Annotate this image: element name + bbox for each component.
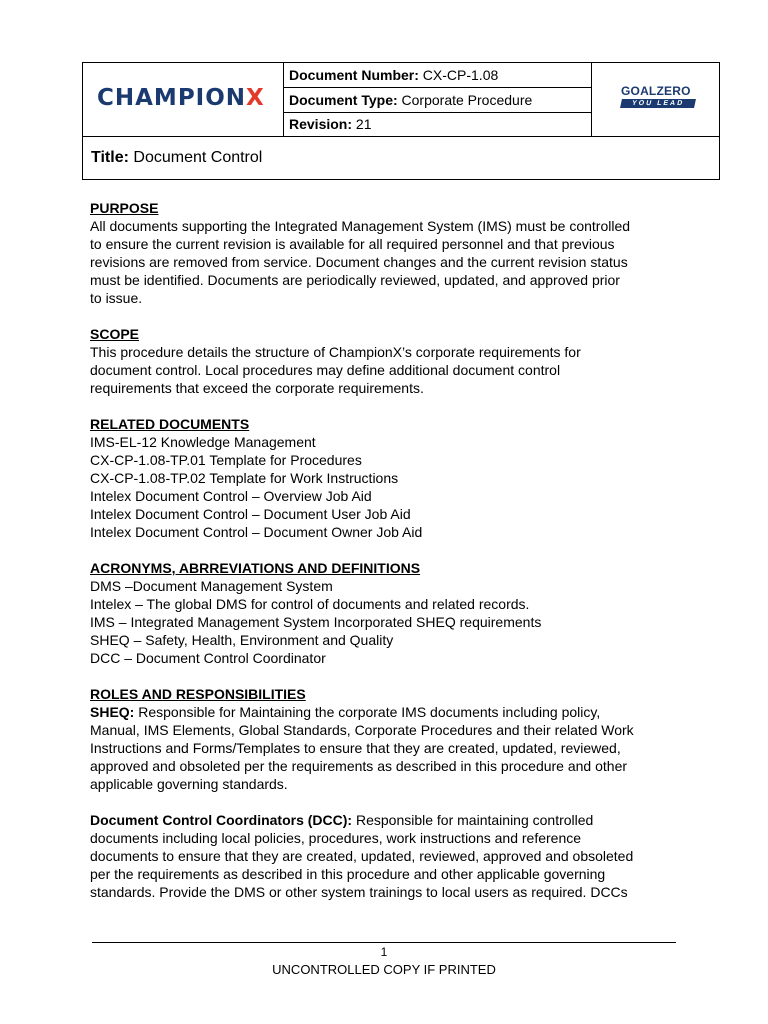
logo-text: CHAMPION: [97, 85, 247, 111]
goalzero-logo: [621, 85, 695, 108]
paragraph-line: must be identified. Documents are periodically reviewed, updated, and approved prior: [90, 272, 620, 288]
section-heading: PURPOSE: [90, 200, 159, 216]
paragraph-line: This procedure details the structure of ChampionX’s corporate requirements for: [90, 344, 581, 360]
paragraph-line: [90, 703, 690, 721]
goalzero-text: GOALZERO: [621, 84, 691, 98]
document-title: [91, 149, 262, 167]
doc-type-value: Corporate Procedure: [401, 92, 533, 108]
divider: [591, 63, 592, 136]
related-document-item: IMS-EL-12 Knowledge Management: [90, 434, 316, 450]
paragraph-line: applicable governing standards.: [90, 776, 288, 792]
paragraph-line: requirements that exceed the corporate requirements.: [90, 380, 424, 396]
definition-item: SHEQ – Safety, Health, Environment and Quality: [90, 632, 394, 648]
section-heading: ACRONYMS, ABRREVIATIONS AND DEFINITIONS: [90, 560, 421, 576]
document-type: [289, 92, 532, 108]
section-heading: ROLES AND RESPONSIBILITIES: [90, 686, 306, 702]
divider: [283, 112, 591, 113]
roles-section: [90, 685, 690, 793]
role-text: Responsible for Maintaining the corporate IMS documents including policy,: [134, 704, 601, 720]
divider: [283, 87, 591, 88]
section-heading: SCOPE: [90, 326, 140, 342]
you-lead-text: YOU LEAD: [620, 99, 696, 108]
related-document-item: CX-CP-1.08-TP.01 Template for Procedures: [90, 452, 362, 468]
title-label: Title:: [91, 149, 129, 166]
footer-divider: [92, 942, 676, 943]
paragraph-line: All documents supporting the Integrated Management System (IMS) must be controlled: [90, 218, 631, 234]
paragraph-line: to ensure the current revision is available for all required personnel and that previous: [90, 236, 615, 252]
paragraph-line: per the requirements as described in this procedure and other applicable governing: [90, 866, 606, 882]
acronyms-section: [90, 559, 690, 667]
paragraph-line: Instructions and Forms/Templates to ensure that they are created, updated, reviewed,: [90, 740, 621, 756]
revision: [289, 116, 371, 132]
revision-value: 21: [355, 116, 372, 132]
scope-section: [90, 325, 690, 397]
paragraph-line: to issue.: [90, 290, 143, 306]
doc-number-value: CX-CP-1.08: [422, 67, 499, 83]
logo-x: X: [246, 85, 265, 111]
paragraph-line: documents including local policies, procedures, work instructions and reference: [90, 830, 582, 846]
document-header: [82, 62, 720, 180]
divider: [283, 63, 284, 136]
role-label: Document Control Coordinators (DCC):: [90, 812, 353, 828]
paragraph-line: approved and obsoleted per the requirements as described in this procedure and other: [90, 758, 628, 774]
doc-number-label: Document Number:: [289, 67, 419, 83]
related-document-item: Intelex Document Control – Document User Job Aid: [90, 506, 411, 522]
doc-type-label: Document Type:: [289, 92, 398, 108]
divider: [83, 136, 719, 137]
role-text: Responsible for maintaining controlled: [352, 812, 594, 828]
paragraph-line: revisions are removed from service. Document changes and the current revision status: [90, 254, 628, 270]
paragraph-line: documents to ensure that they are created, updated, reviewed, approved and obsoleted: [90, 848, 634, 864]
document-number: [289, 67, 498, 83]
definition-item: DMS –Document Management System: [90, 578, 333, 594]
section-heading: RELATED DOCUMENTS: [90, 416, 250, 432]
paragraph-line: document control. Local procedures may define additional document control: [90, 362, 561, 378]
related-document-item: Intelex Document Control – Overview Job Aid: [90, 488, 372, 504]
definition-item: IMS – Integrated Management System Incorporated SHEQ requirements: [90, 614, 542, 630]
paragraph-line: Manual, IMS Elements, Global Standards, Corporate Procedures and their related Work: [90, 722, 634, 738]
definition-item: DCC – Document Control Coordinator: [90, 650, 326, 666]
championx-logo: [97, 85, 265, 111]
related-document-item: Intelex Document Control – Document Owner Job Aid: [90, 524, 423, 540]
uncontrolled-copy-notice: UNCONTROLLED COPY IF PRINTED: [272, 962, 496, 977]
dcc-paragraph: [90, 811, 690, 901]
purpose-section: [90, 199, 690, 307]
document-body: [90, 199, 690, 919]
paragraph-line: [90, 811, 690, 829]
role-label: SHEQ:: [90, 704, 135, 720]
related-document-item: CX-CP-1.08-TP.02 Template for Work Instructions: [90, 470, 399, 486]
paragraph-line: standards. Provide the DMS or other system trainings to local users as required. DCCs: [90, 884, 628, 900]
definition-item: Intelex – The global DMS for control of documents and related records.: [90, 596, 530, 612]
title-value: Document Control: [133, 149, 263, 166]
related-documents-section: [90, 415, 690, 541]
page-number: 1: [380, 945, 388, 959]
revision-label: Revision:: [289, 116, 353, 132]
